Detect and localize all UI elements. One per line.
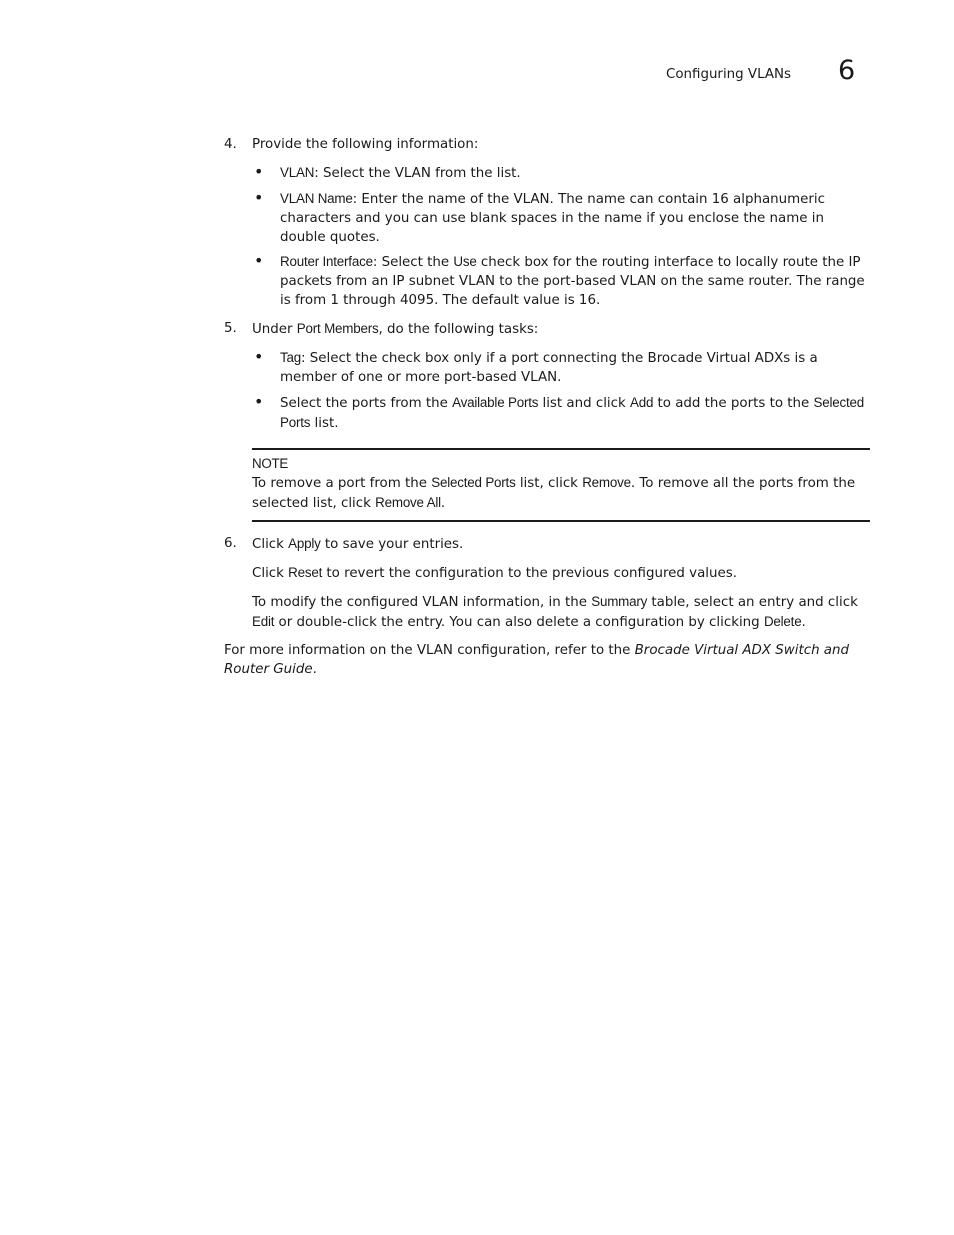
ui-term: Use [453, 254, 477, 269]
step-intro: Provide the following information: [252, 137, 479, 152]
chapter-number: 6 [838, 55, 856, 86]
note-text-part: list, click [515, 476, 583, 491]
item-text: to add the ports to the [653, 396, 814, 411]
reference-paragraph [224, 641, 870, 679]
step-text [252, 534, 870, 554]
ui-term: Delete [763, 614, 802, 629]
step-number: 5. [224, 321, 237, 336]
step-text-part: Click [252, 537, 289, 552]
step-5-list [252, 348, 870, 433]
ui-term: Add [630, 395, 654, 410]
ui-term: Summary [591, 594, 648, 609]
list-item [252, 393, 870, 433]
ui-term: Apply [288, 536, 321, 551]
step-text-part: to save your entries. [320, 537, 464, 552]
step-text-part: table, select an entry and click [647, 595, 858, 610]
step-number: 4. [224, 137, 237, 152]
ui-term: Reset [288, 565, 323, 580]
step-text-part: To modify the configured VLAN information, in the [252, 595, 592, 610]
ui-term: Available Ports [452, 395, 539, 410]
item-text: list. [310, 416, 339, 431]
ui-term: Remove All [375, 495, 441, 510]
note-text [252, 473, 870, 513]
step-text-part: . [801, 615, 806, 630]
page-header [0, 56, 954, 90]
item-text: Select the ports from the [280, 396, 453, 411]
document-body [224, 135, 870, 679]
list-item [252, 252, 870, 310]
list-item [252, 163, 870, 183]
step-intro [252, 319, 870, 339]
ui-term: Selected Ports [280, 395, 865, 430]
step-text [252, 563, 870, 583]
ui-term: Remove [582, 475, 631, 490]
reference-text: . [312, 662, 317, 677]
note-box [252, 448, 870, 522]
ui-term: VLAN Name [280, 191, 353, 206]
note-label: NOTE [252, 456, 288, 471]
step-number: 6. [224, 536, 237, 551]
list-item [252, 189, 870, 247]
item-text: : Select the [372, 255, 454, 270]
item-text: : Enter the name of the VLAN. The name can contain 16 alphanumeric characters and you can use blank spaces in the name if you enclose the name in double quotes. [280, 192, 825, 245]
item-text: list and click [538, 396, 631, 411]
note-text-part: . [440, 496, 446, 511]
step-6 [224, 534, 870, 632]
note-text-part: . To remove all the ports from the selected list, click [252, 476, 856, 511]
note-text-part: To remove a port from the [252, 476, 432, 491]
intro-text: Under [252, 322, 297, 337]
ui-term: VLAN [280, 165, 315, 180]
step-text-part: or double-click the entry. You can also delete a configuration by clicking [274, 615, 764, 630]
ui-term: Edit [252, 614, 275, 629]
ui-term: Tag [280, 350, 301, 365]
ui-term: Port Members [296, 321, 379, 336]
item-text: check box for the routing interface to locally route the IP packets from an IP subnet VLAN to the port-based VLAN on the same router. The range is from 1 through 4095. The default value is 16. [280, 255, 865, 308]
ui-term: Selected Ports [431, 475, 516, 490]
item-text: : Select the check box only if a port connecting the Brocade Virtual ADXs is a member of one or more port-based VLAN. [280, 351, 818, 385]
list-item [252, 348, 870, 387]
intro-text: , do the following tasks: [378, 322, 539, 337]
chapter-title: Configuring VLANs [665, 67, 791, 82]
step-4 [224, 135, 870, 310]
item-text: : Select the VLAN from the list. [314, 166, 521, 181]
ui-term: Router Interface [280, 254, 373, 269]
book-title: Brocade Virtual ADX Switch and Router Guide [224, 643, 849, 677]
step-5 [224, 319, 870, 522]
step-4-list [252, 163, 870, 310]
step-text [252, 592, 870, 632]
reference-text: For more information on the VLAN configuration, refer to the [224, 643, 635, 658]
step-text-part: Click [252, 566, 289, 581]
step-text-part: to revert the configuration to the previous configured values. [322, 566, 737, 581]
